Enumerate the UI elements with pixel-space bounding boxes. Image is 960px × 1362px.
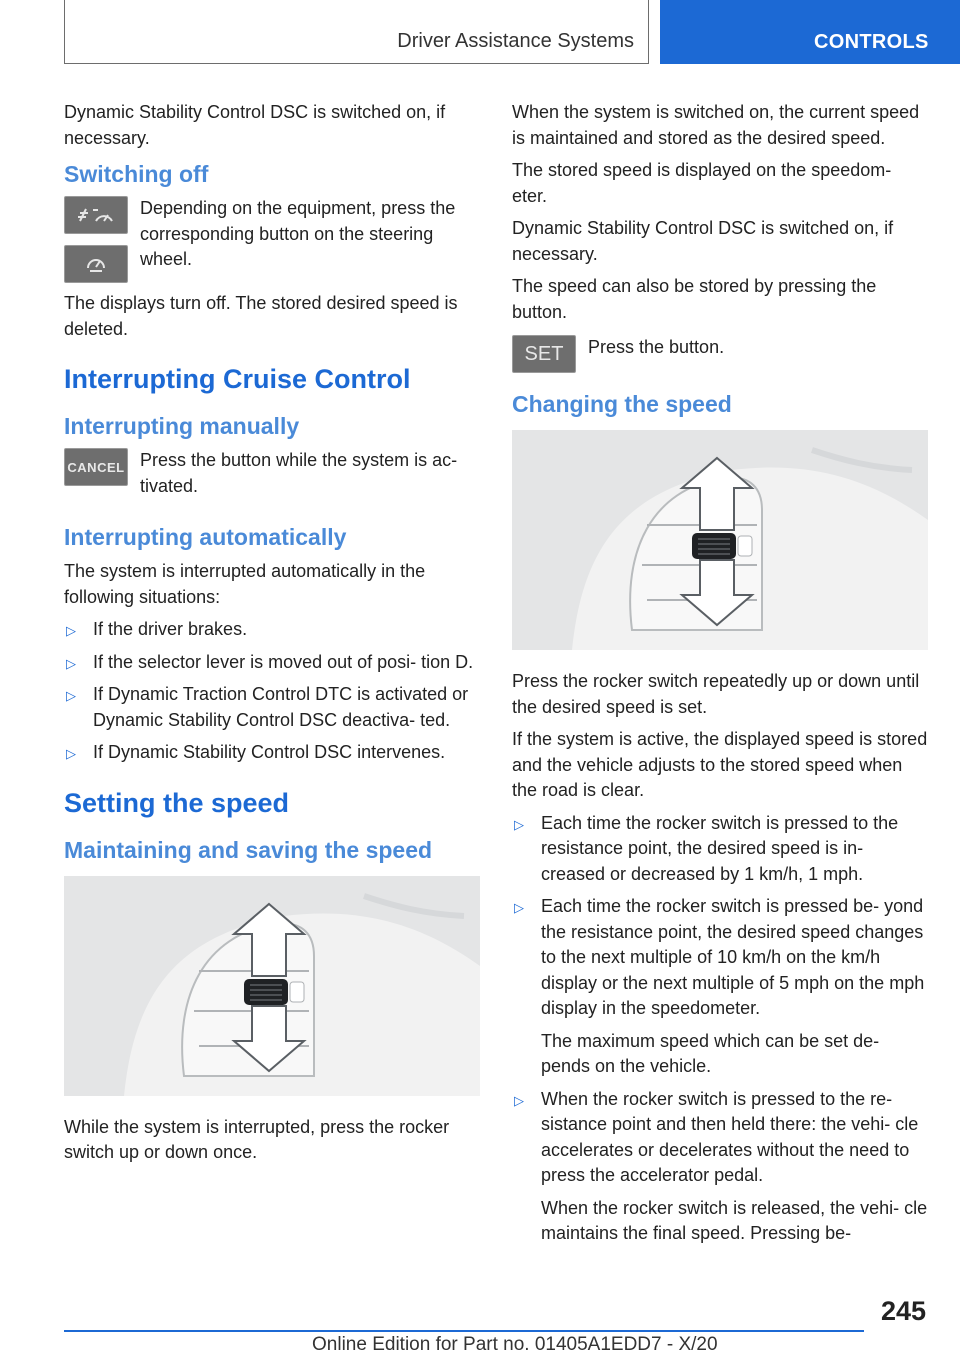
- header-section: [64, 0, 649, 64]
- set-label: SET: [524, 342, 564, 365]
- automatically-heading: Interrupting automatically: [64, 524, 347, 550]
- section-title: Driver Assistance Systems: [397, 30, 634, 52]
- list-item: ▷ If the selector lever is moved out of posi‐ tion D.: [64, 650, 480, 676]
- switching-off-row: [64, 196, 480, 283]
- manually-row: [64, 448, 480, 506]
- cancel-label: CANCEL: [67, 459, 125, 475]
- active-text: If the system is active, the displayed speed is stored and the vehicle adjusts to the stored speed when the road is clear.: [512, 729, 928, 800]
- list-item: ▷ If Dynamic Stability Control DSC intervenes.: [64, 740, 480, 766]
- triangle-bullet-icon: ▷: [514, 900, 524, 915]
- triangle-bullet-icon: ▷: [66, 746, 76, 761]
- setting-heading: Setting the speed: [64, 787, 290, 818]
- manually-text: Press the button while the system is ac‐ tivated.: [140, 450, 458, 496]
- rocker-text: Press the rocker switch repeatedly up or down until the desired speed is set.: [512, 671, 920, 717]
- triangle-bullet-icon: ▷: [66, 688, 76, 703]
- switching-off-text: Depending on the equipment, press the corresponding button on the steering wheel.: [140, 198, 456, 269]
- right-column: [512, 100, 928, 1254]
- switch-off-buttons: [64, 196, 128, 283]
- triangle-bullet-icon: ▷: [66, 623, 76, 638]
- left-column: [64, 100, 480, 1173]
- triangle-bullet-icon: ▷: [66, 655, 76, 671]
- list-item: ▷ If Dynamic Traction Control DTC is activated or Dynamic Stability Control DSC deactiva‐ ted.: [66, 684, 469, 730]
- rocker-switch-image: [512, 430, 928, 650]
- cancel-button-wrap: [64, 448, 128, 486]
- manually-heading: Interrupting manually: [64, 413, 300, 439]
- interrupting-heading: Interrupting Cruise Control: [64, 364, 411, 394]
- list-item: ▷ Each time the rocker switch is pressed to the resistance point, the desired speed is in‐ creased or decreased by 1 km/h, 1 mph.: [514, 812, 899, 884]
- changing-heading: Changing the speed: [512, 391, 732, 417]
- list-item: ▷ Each time the rocker switch is pressed be‐ yond the resistance point, the desired speed changes to the next multiple of 10 km/h on the km/h display or the next multiple of 5 mph on the mph display in the speedometer. The maximum speed which can be set de‐ pends on the vehicle.: [514, 896, 925, 1076]
- set-text: Press the button.: [588, 337, 725, 357]
- chapter-title: CONTROLS: [814, 31, 929, 53]
- speed-limiter-icon: [64, 245, 128, 283]
- triangle-bullet-icon: ▷: [514, 816, 524, 832]
- cruise-control-icon: [64, 196, 128, 234]
- page-number: 245: [880, 1296, 926, 1326]
- set-row: [512, 335, 928, 373]
- footer-divider: [64, 1330, 864, 1332]
- edition-text: Online Edition for Part no. 01405A1EDD7 - X/20: [312, 1334, 718, 1355]
- header-chapter: [660, 0, 960, 64]
- list-item: ▷ If the driver brakes.: [64, 617, 480, 643]
- auto-list: [64, 617, 480, 766]
- switching-off-heading: Switching off: [64, 161, 209, 187]
- triangle-bullet-icon: ▷: [514, 1092, 524, 1108]
- intro-text: Dynamic Stability Control DSC is switched on, if necessary.: [64, 102, 446, 148]
- set-button-icon: [512, 335, 576, 373]
- maintaining-heading: Maintaining and saving the speed: [64, 836, 433, 863]
- displays-off-text: The displays turn off. The stored desired speed is deleted.: [64, 293, 458, 339]
- set-button-wrap: [512, 335, 576, 373]
- right-p4: The speed can also be stored by pressing the button.: [512, 276, 877, 322]
- list-item: ▷ When the rocker switch is pressed to the re‐ sistance point and then held there: the vehi‐ cle accelerates or decelerates without the need to press the accelerator pedal. When the rocker switch is released, the vehi‐ cle maintains the final speed. Pressing be‐: [514, 1088, 928, 1243]
- right-p3: Dynamic Stability Control DSC is switched on, if necessary.: [512, 218, 894, 264]
- automatically-text: The system is interrupted automatically in the following situations:: [64, 561, 426, 607]
- interrupted-text: While the system is interrupted, press the rocker switch up or down once.: [64, 1116, 450, 1162]
- rocker-list: [512, 811, 928, 1247]
- right-p2: The stored speed is displayed on the speedom‐ eter.: [512, 160, 892, 206]
- steering-wheel-rocker-image: [64, 876, 480, 1096]
- right-p1: When the system is switched on, the current speed is maintained and stored as the desired speed.: [512, 102, 920, 148]
- cancel-button-icon: [64, 448, 128, 486]
